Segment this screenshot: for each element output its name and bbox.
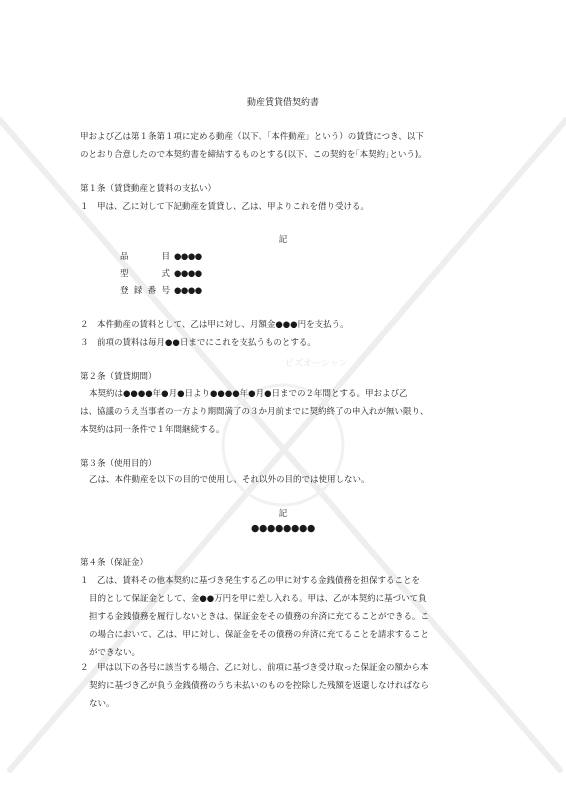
article1-clause3: ３ 前項の賃料は毎月●●日までにこれを支払うものとする。 bbox=[80, 338, 316, 348]
spec-label: 品目 bbox=[120, 252, 170, 262]
article3-purpose: ●●●●●●●● bbox=[251, 523, 315, 534]
preamble-line: 甲および乙は第１条第１項に定める動産（以下､「本件動産」という）の賃貸につき、以下 bbox=[80, 132, 424, 142]
spec-value: ●●●● bbox=[174, 286, 202, 296]
spec-value: ●●●● bbox=[174, 269, 202, 279]
article4-clause1-line: １ 乙は、賃料その他本契約に基づき発生する乙の甲に対する金銭債務を担保することを bbox=[80, 576, 421, 586]
article1-heading: 第１条（賃貸動産と賃料の支払い） bbox=[80, 184, 217, 194]
spec-label: 登録番号 bbox=[120, 286, 170, 296]
spec-row-item bbox=[120, 250, 202, 264]
article4-clause2-line: ない。 bbox=[89, 699, 115, 709]
article1-clause2: ２ 本件動産の賃料として、乙は甲に対し、月額金●●●円を支払う。 bbox=[80, 320, 349, 330]
article3-line: 乙は、本件動産を以下の目的で使用し、それ以外の目的では使用しない。 bbox=[89, 475, 370, 485]
article2-line: 本契約は同一条件で１年間継続する。 bbox=[80, 425, 225, 435]
article1-clause1: １ 甲は、乙に対して下記動産を賃貸し、乙は、甲よりこれを借り受ける。 bbox=[80, 202, 370, 212]
article2-line: 本契約は●●●●年●月●日より●●●●年●月●日までの２年間とする。甲および乙 bbox=[89, 389, 408, 399]
article4-clause1-line: の場合において、乙は、甲に対し、保証金をその債務の弁済に充てることを請求すること bbox=[89, 630, 429, 640]
article4-clause2-line: ２ 甲は以下の各号に該当する場合、乙に対し、前項に基づき受け取った保証金の額から本 bbox=[80, 663, 429, 673]
article4-clause1-line: 目的として保証金として、金●●万円を甲に差し入れる。甲は、乙が本契約に基づいて負 bbox=[89, 594, 427, 604]
article2-heading: 第２条（賃貸期間） bbox=[80, 372, 157, 382]
article3-ki: 記 bbox=[278, 509, 288, 519]
spec-value: ●●●● bbox=[174, 252, 202, 262]
article1-ki: 記 bbox=[278, 235, 288, 245]
article2-line: は、協議のうえ当事者の一方より期間満了の３か月前までに契約終了の申入れが無い限り、 bbox=[80, 407, 429, 417]
watermark-text: ビズオーシャン bbox=[285, 359, 348, 369]
article4-clause1-line: ができない。 bbox=[89, 648, 141, 658]
article4-clause1-line: 担する金銭債務を履行しないときは、保証金をその債務の弁済に充てることができる。こ bbox=[89, 612, 430, 622]
article4-clause2-line: 契約に基づき乙が負う金銭債務のうち未払いのものを控除した残額を返還しなければなら bbox=[89, 681, 430, 691]
article3-heading: 第３条（使用目的） bbox=[80, 459, 157, 469]
spec-row-registration bbox=[120, 284, 202, 298]
spec-row-model bbox=[120, 267, 202, 281]
preamble-line: のとおり合意したので本契約書を締結するものとする(以下、この契約を｢本契約｣という)。 bbox=[80, 150, 427, 160]
document-title: 動産賃貸借契約書 bbox=[246, 98, 319, 108]
spec-label: 型式 bbox=[120, 269, 170, 279]
article4-heading: 第４条（保証金） bbox=[80, 558, 149, 568]
